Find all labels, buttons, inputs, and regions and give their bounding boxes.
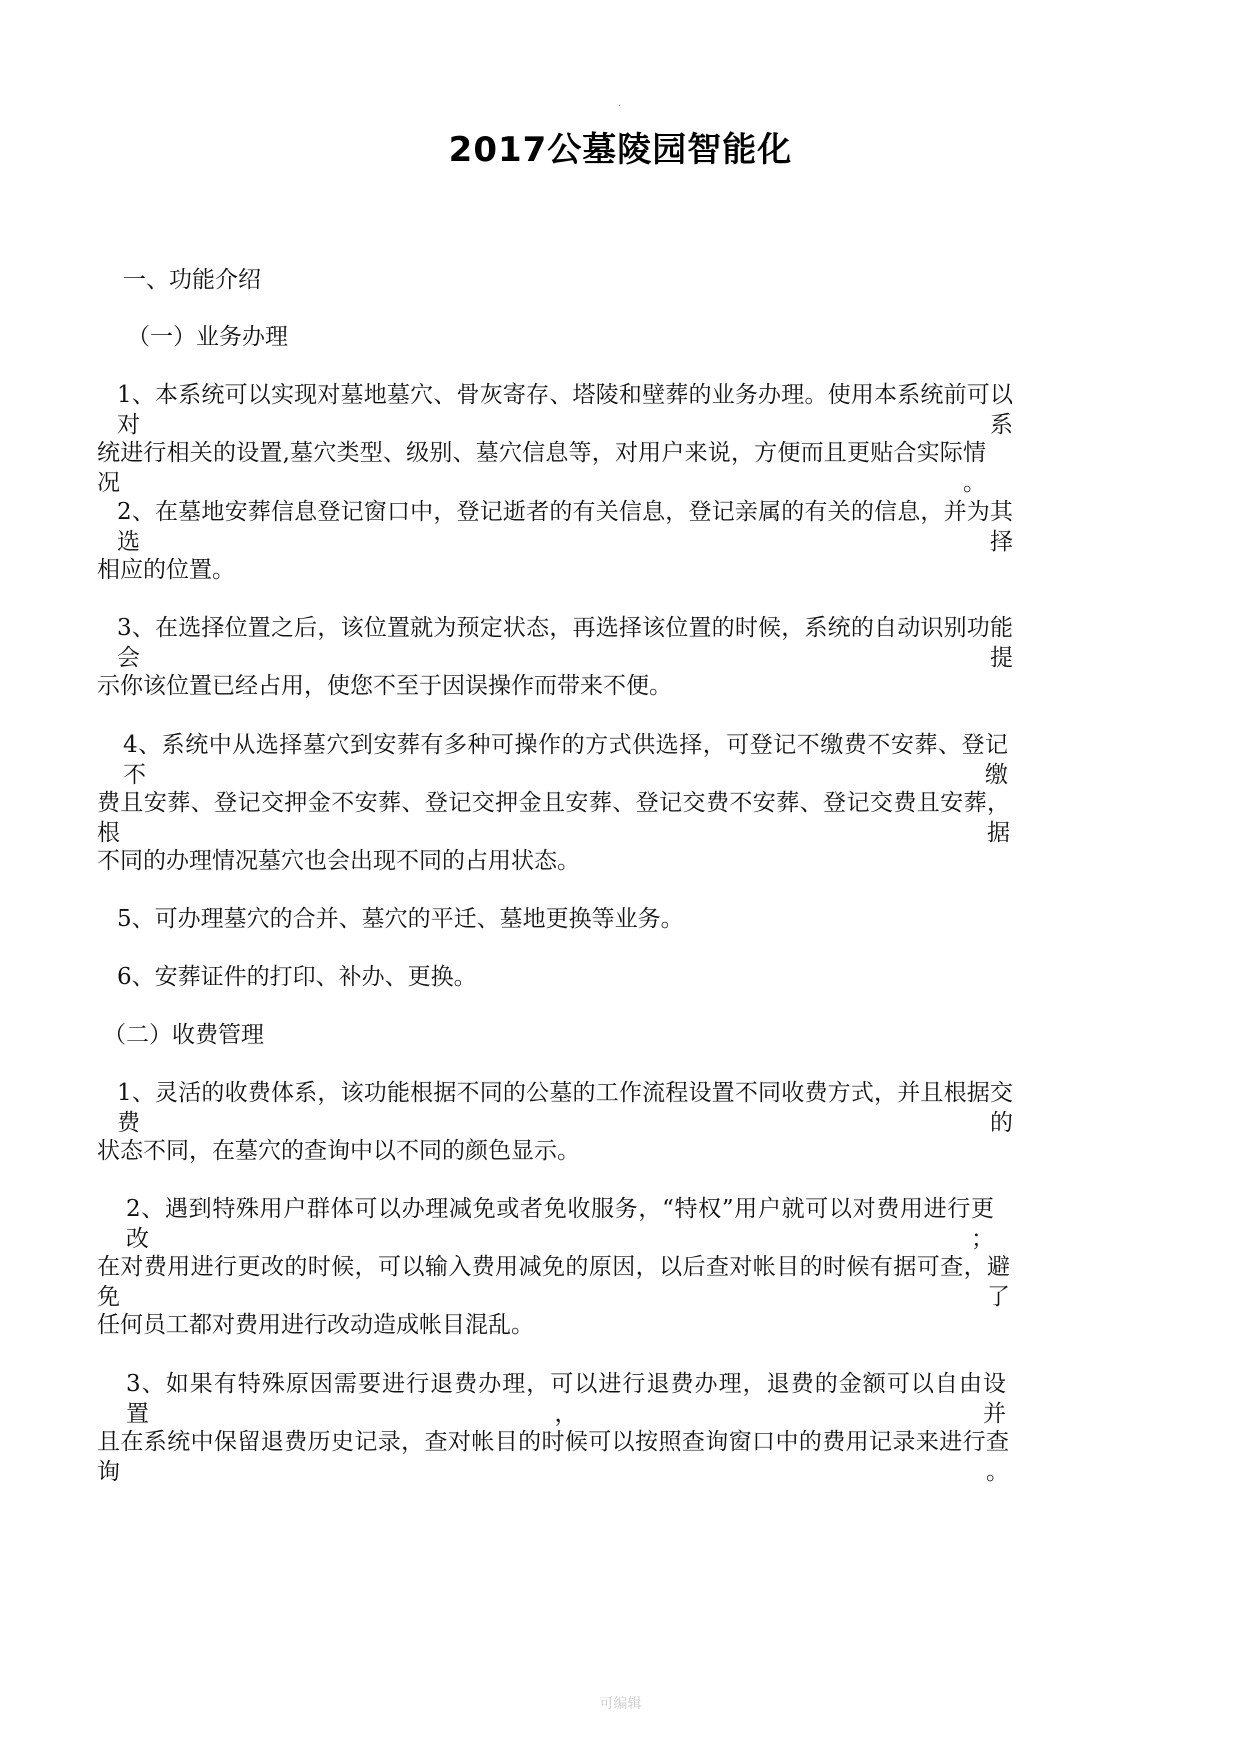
subsection-heading: （一）业务办理 <box>127 324 288 350</box>
paragraph-line: 不同的办理情况墓穴也会出现不同的占用状态。 <box>97 848 580 874</box>
paragraph-line: 在对费用进行更改的时候，可以输入费用减免的原因，以后查对帐目的时候有据可查，避免了 <box>97 1254 1010 1310</box>
paragraph-line: 且在系统中保留退费历史记录，查对帐目的时候可以按照查询窗口中的费用记录来进行查询。 <box>97 1429 1009 1485</box>
top-mark: . <box>618 98 622 109</box>
paragraph-line: 3、如果有特殊原因需要进行退费办理，可以进行退费办理，退费的金额可以自由设置，并 <box>126 1371 1006 1427</box>
section-heading: 一、功能介绍 <box>123 267 261 293</box>
paragraph-line: 任何员工都对费用进行改动造成帐目混乱。 <box>97 1312 534 1338</box>
paragraph-line: 费且安葬、登记交押金不安葬、登记交押金且安葬、登记交费不安葬、登记交费且安葬，根据 <box>97 790 1010 846</box>
watermark: 可编辑 <box>599 1696 642 1712</box>
document-title: 2017公墓陵园智能化 <box>448 130 793 170</box>
paragraph-line: 2、在墓地安葬信息登记窗口中，登记逝者的有关信息，登记亲属的有关的信息，并为其选择 <box>117 499 1013 555</box>
paragraph-line: 1、本系统可以实现对墓地墓穴、骨灰寄存、塔陵和壁葬的业务办理。使用本系统前可以对系 <box>117 382 1013 438</box>
paragraph-line: 5、可办理墓穴的合并、墓穴的平迁、墓地更换等业务。 <box>117 906 684 932</box>
paragraph-line: 示你该位置已经占用，使您不至于因误操作而带来不便。 <box>97 673 672 699</box>
paragraph-line: 2、遇到特殊用户群体可以办理减免或者免收服务，“特权”用户就可以对费用进行更改； <box>126 1196 994 1252</box>
paragraph-line: 3、在选择位置之后，该位置就为预定状态，再选择该位置的时候，系统的自动识别功能会提 <box>117 615 1013 671</box>
paragraph-line: 1、灵活的收费体系，该功能根据不同的公墓的工作流程设置不同收费方式，并且根据交费的 <box>117 1080 1013 1136</box>
paragraph-line: 6、安葬证件的打印、补办、更换。 <box>117 964 477 990</box>
paragraph-line: 4、系统中从选择墓穴到安葬有多种可操作的方式供选择，可登记不缴费不安葬、登记不缴 <box>123 732 1008 788</box>
paragraph-line: 统进行相关的设置,墓穴类型、级别、墓穴信息等，对用户来说，方便而且更贴合实际情况。 <box>97 440 986 496</box>
paragraph-line: 状态不同，在墓穴的查询中以不同的颜色显示。 <box>97 1138 580 1164</box>
subsection-heading: （二）收费管理 <box>103 1022 264 1048</box>
paragraph-line: 相应的位置。 <box>97 557 235 583</box>
